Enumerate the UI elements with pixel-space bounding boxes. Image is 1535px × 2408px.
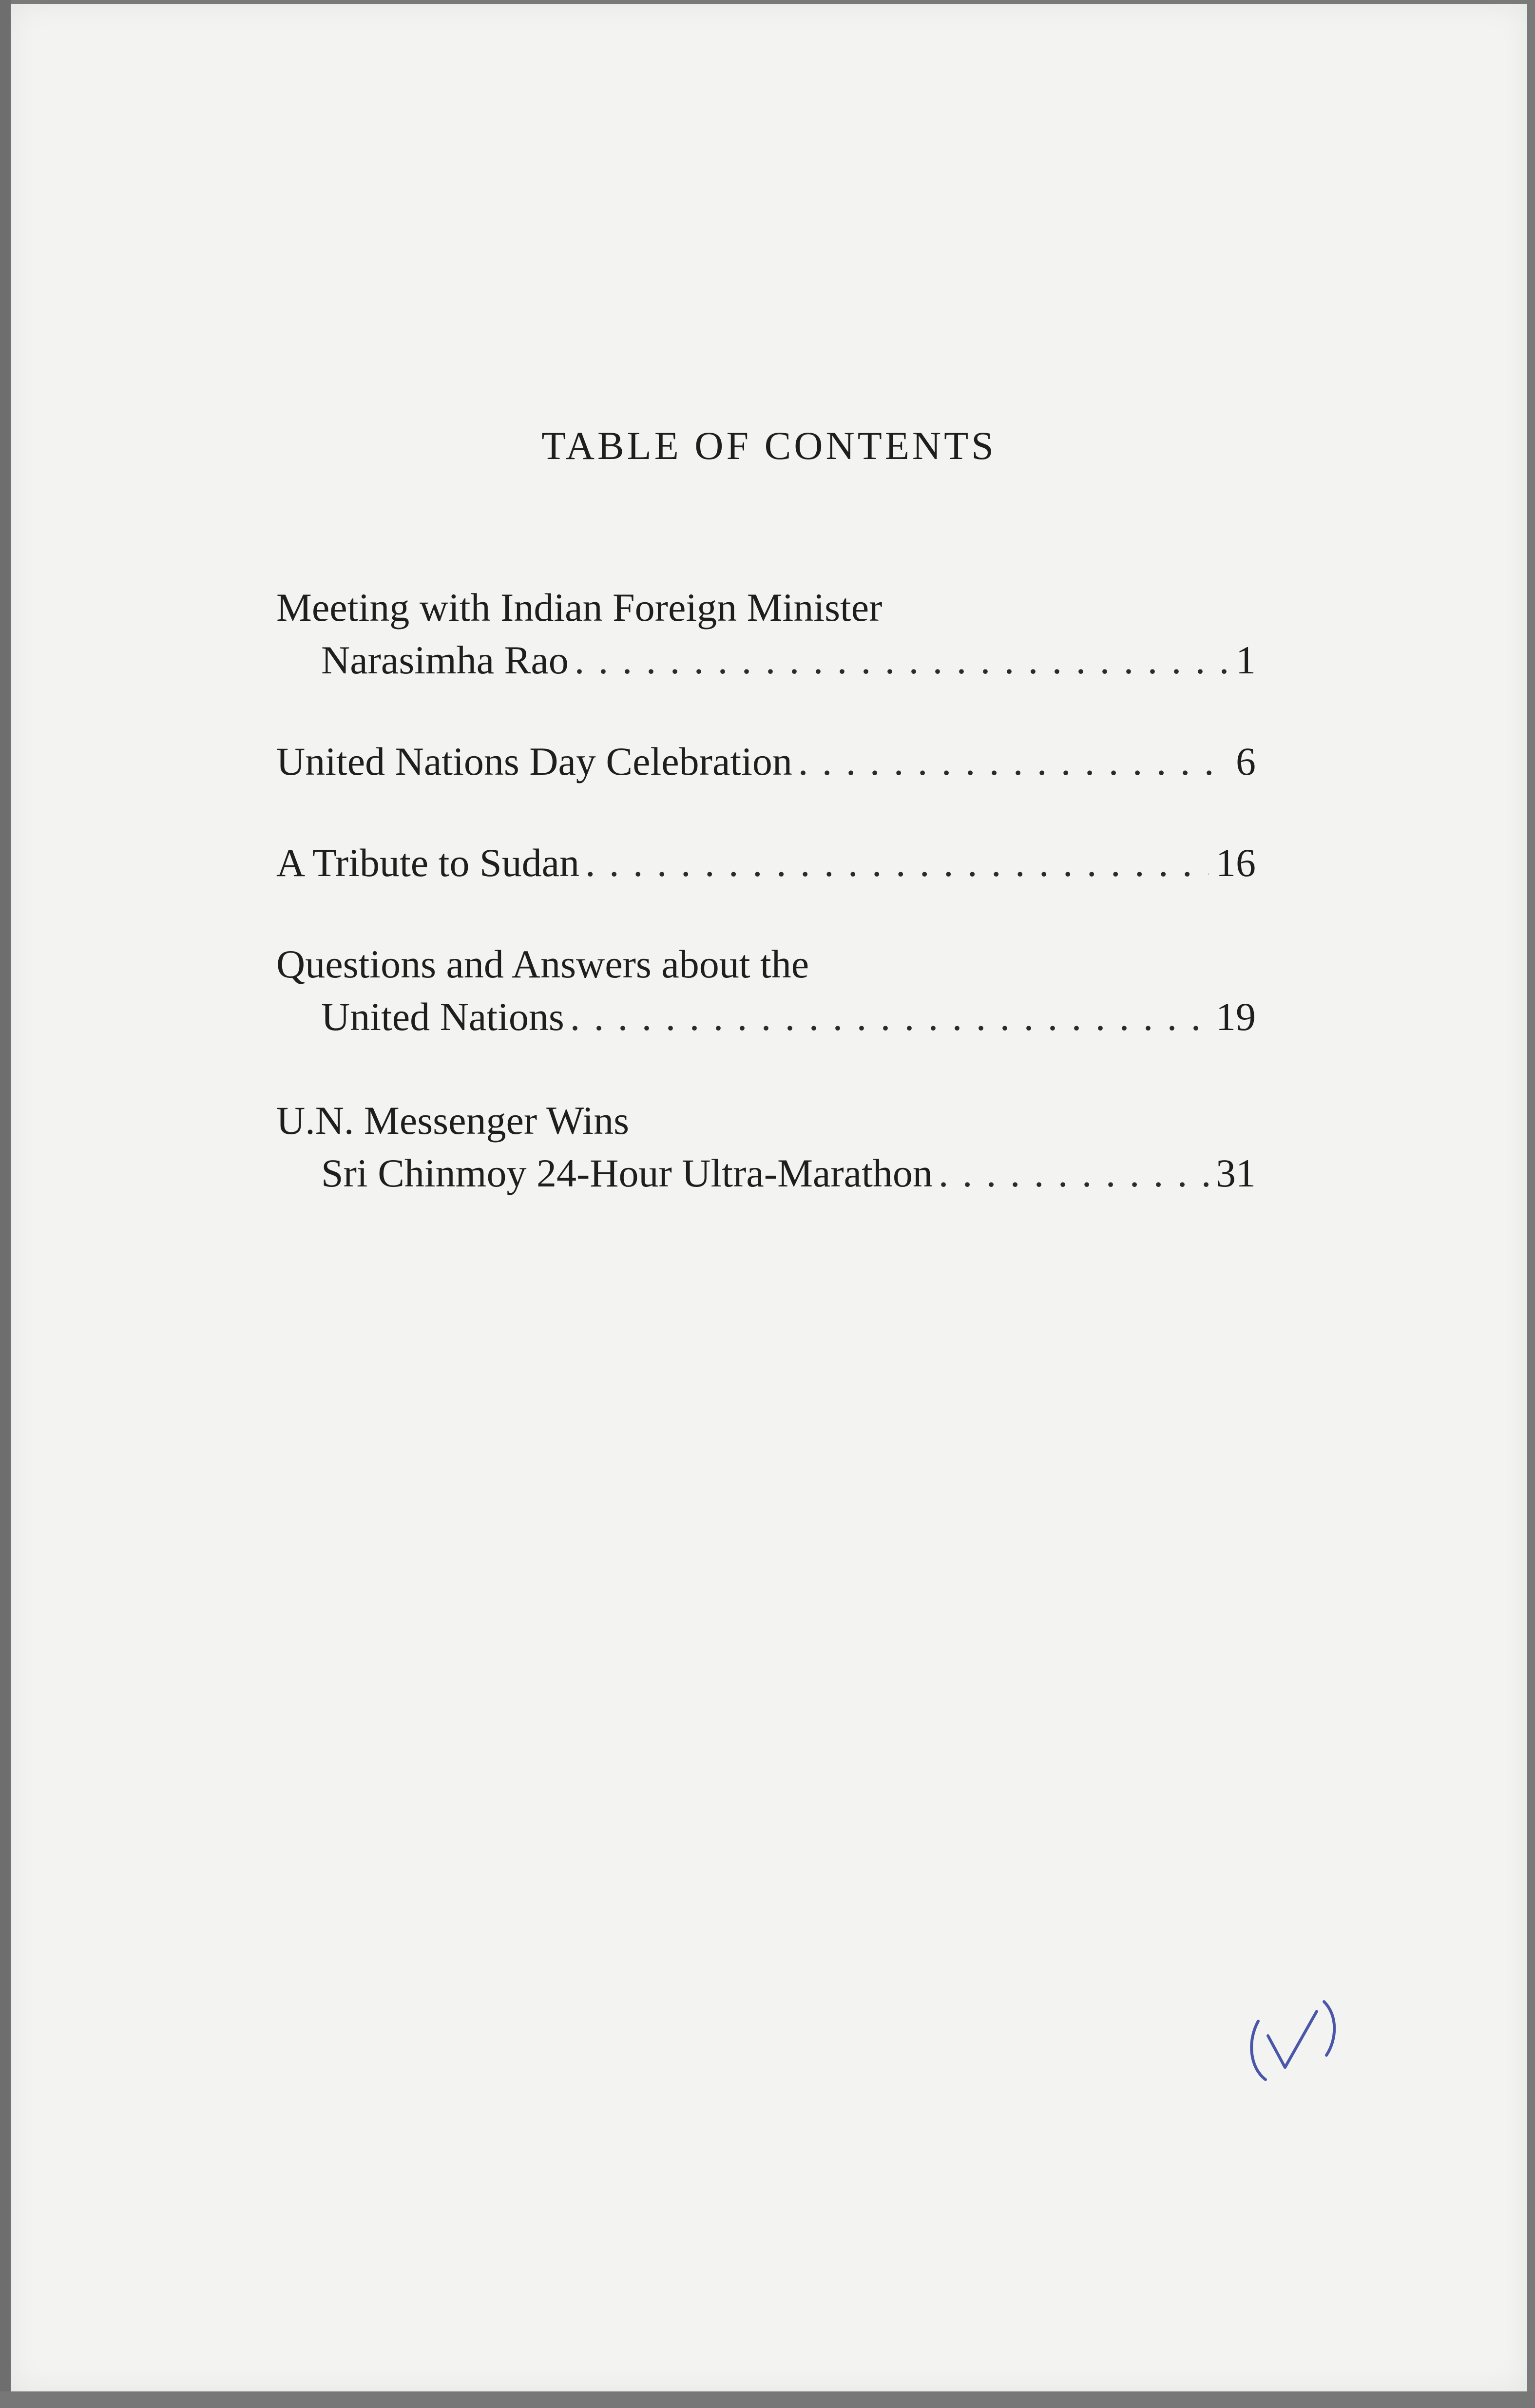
toc-page-number: 1 <box>1236 638 1256 682</box>
toc-entry-line <box>276 837 1256 889</box>
table-of-contents <box>276 581 1256 1248</box>
toc-entry-line <box>276 634 1256 687</box>
toc-entry-title-continued: Sri Chinmoy 24-Hour Ultra-Marathon <box>321 1151 933 1195</box>
toc-entry <box>276 938 1256 1043</box>
dot-leader <box>939 1147 1209 1200</box>
toc-entry-title: United Nations Day Celebration <box>276 739 792 784</box>
toc-entry <box>276 735 1256 788</box>
dot-leader <box>570 991 1209 1043</box>
toc-entry-line <box>276 991 1256 1043</box>
toc-page-number: 16 <box>1216 841 1256 885</box>
dot-leader <box>575 634 1229 687</box>
dot-leader <box>585 837 1209 889</box>
toc-entry <box>276 581 1256 687</box>
toc-entry <box>276 837 1256 889</box>
handwritten-check-mark-icon <box>1239 1982 1356 2099</box>
toc-entry-title: Meeting with Indian Foreign Minister <box>276 585 883 630</box>
toc-page-number: 6 <box>1236 739 1256 784</box>
toc-entry-line <box>276 1147 1256 1200</box>
toc-page-number: 19 <box>1216 994 1256 1039</box>
page-title: TABLE OF CONTENTS <box>541 423 997 468</box>
scan-border-left <box>0 0 11 2408</box>
toc-entry-title: A Tribute to Sudan <box>276 841 579 885</box>
toc-entry-title: U.N. Messenger Wins <box>276 1098 629 1143</box>
dot-leader <box>798 735 1229 788</box>
toc-entry <box>276 1094 1256 1200</box>
toc-entry-title: Questions and Answers about the <box>276 942 809 986</box>
scan-border-bottom <box>0 2391 1535 2408</box>
toc-page-number: 31 <box>1216 1151 1256 1195</box>
toc-entry-title-continued: United Nations <box>321 994 564 1039</box>
toc-entry-title-continued: Narasimha Rao <box>321 638 569 682</box>
document-page <box>11 4 1527 2391</box>
toc-entry-line <box>276 735 1256 788</box>
